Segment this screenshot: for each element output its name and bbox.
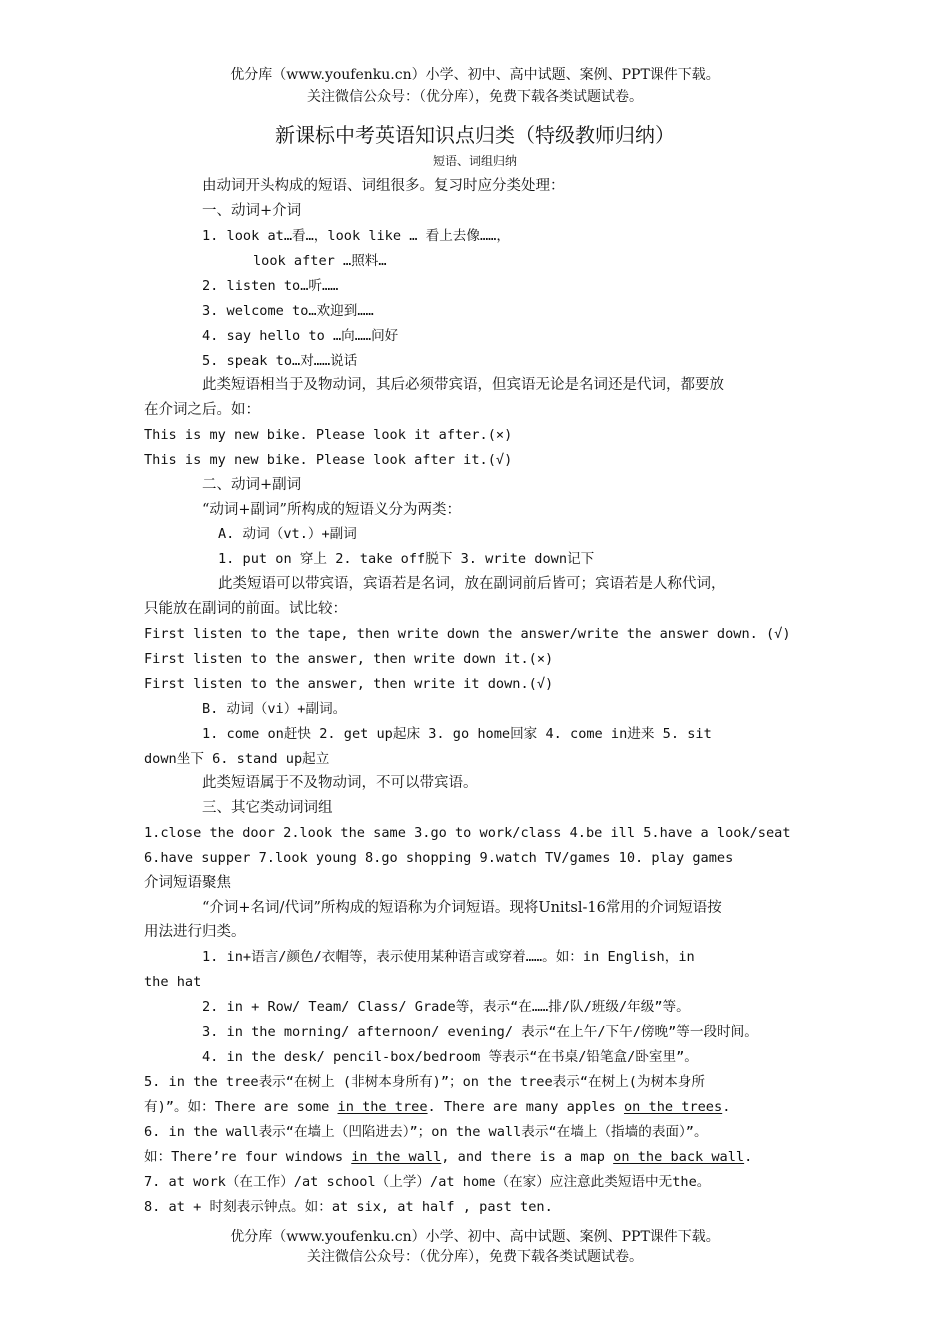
s2-subheading-b: B. 动词（vi）+副词。: [202, 701, 347, 717]
p6-underlined-in-the-wall: in the wall: [351, 1149, 442, 1165]
section-3-heading: 三、其它类动词词组: [202, 800, 333, 816]
s2-example-1: First listen to the tape, then write down the answer/write the answer down. (√): [144, 626, 791, 642]
prep-intro-line-2: 用法进行归类。: [144, 924, 246, 940]
p6-text-mid: , and there is a map: [441, 1149, 614, 1165]
s3-line-2: 6.have supper 7.look young 8.go shopping 9.watch TV/games 10. play games: [144, 850, 734, 866]
section-2-heading: 二、动词+副词: [202, 477, 302, 493]
s2-a-note-line-1: 此类短语可以带宾语，宾语若是名词，放在副词前后皆可；宾语若是人称代词，: [218, 576, 726, 592]
s2-b-items-line-1: 1. come on赶快 2. get up起床 3. go home回家 4. come in进来 5. sit: [202, 726, 712, 742]
s2-b-note: 此类短语属于不及物动词，不可以带宾语。: [202, 775, 478, 791]
s1-item-3: 3. welcome to…欢迎到……: [202, 303, 374, 319]
section-1-heading: 一、动词+介词: [202, 203, 302, 219]
prep-heading: 介词短语聚焦: [144, 875, 231, 891]
page-subtitle: 短语、词组归纳: [432, 154, 517, 168]
prep-item-1-line-1: 1. in+语言/颜色/衣帽等，表示使用某种语言或穿着……。如：in English，in: [202, 949, 695, 965]
s1-item-5: 5. speak to…对……说话: [202, 353, 358, 369]
prep-item-6-line-1: 6. in the wall表示“在墙上（凹陷进去）”；on the wall表示“在墙上（指墙的表面）”。: [144, 1124, 708, 1140]
s2-example-3: First listen to the answer, then write it down.(√): [144, 676, 554, 692]
header-line-2: 关注微信公众号：（优分库），免费下载各类试题试卷。: [307, 89, 643, 105]
s1-item-1b: look after …照料…: [253, 253, 387, 269]
p5-text-mid: . There are many apples: [427, 1099, 624, 1115]
s2-subheading-a: A. 动词（vt.）+副词: [218, 526, 357, 542]
s1-item-4: 4. say hello to …向……问好: [202, 328, 399, 344]
s3-line-1: 1.close the door 2.look the same 3.go to work/class 4.be ill 5.have a look/seat: [144, 825, 791, 841]
s2-a-note-line-2: 只能放在副词的前面。试比较：: [144, 601, 347, 617]
prep-item-1-line-2: the hat: [144, 974, 202, 990]
header-line-1: 优分库（www.youfenku.cn）小学、初中、高中试题、案例、PPT课件下载。: [230, 67, 720, 83]
s1-item-1: 1. look at…看…，look like … 看上去像……，: [202, 228, 510, 244]
p6-underlined-on-the-back-wall: on the back wall: [613, 1149, 745, 1165]
p5-underlined-in-the-tree: in the tree: [337, 1099, 428, 1115]
intro-paragraph: 由动词开头构成的短语、词组很多。复习时应分类处理：: [202, 178, 565, 194]
footer-line-1: 优分库（www.youfenku.cn）小学、初中、高中试题、案例、PPT课件下载。: [230, 1229, 720, 1245]
s2-b-items-line-2: down坐下 6. stand up起立: [144, 751, 330, 767]
p6-text-end: .: [744, 1149, 753, 1165]
prep-item-3: 3. in the morning/ afternoon/ evening/ 表示“在上午/下午/傍晚”等一段时间。: [202, 1024, 758, 1040]
s2-a-items: 1. put on 穿上 2. take off脱下 3. write down记下: [218, 551, 595, 567]
s1-item-2: 2. listen to…听……: [202, 278, 339, 294]
p5-underlined-on-the-trees: on the trees: [623, 1099, 723, 1115]
prep-item-5-line-2: [144, 1097, 730, 1117]
p5-text-pre: 有)”。如：There are some: [144, 1099, 338, 1115]
p5-text-end: .: [722, 1099, 731, 1115]
s1-note-line-1: 此类短语相当于及物动词，其后必须带宾语，但宾语无论是名词还是代词，都要放: [202, 377, 724, 393]
prep-item-4: 4. in the desk/ pencil-box/bedroom 等表示“在书桌/铅笔盒/卧室里”。: [202, 1049, 698, 1065]
prep-item-2: 2. in + Row/ Team/ Class/ Grade等，表示“在……排/队/班级/年级”等。: [202, 999, 690, 1015]
footer-line-2: 关注微信公众号：（优分库），免费下载各类试题试卷。: [307, 1249, 643, 1265]
prep-item-6-line-2: [144, 1147, 752, 1167]
page-title: 新课标中考英语知识点归类（特级教师归纳）: [275, 123, 675, 147]
prep-item-7: 7. at work（在工作）/at school（上学）/at home（在家）应注意此类短语中无the。: [144, 1174, 711, 1190]
s2-example-2: First listen to the answer, then write down it.(×): [144, 651, 554, 667]
prep-intro-line-1: “介词+名词/代词”所构成的短语称为介词短语。现将Unitsl-16常用的介词短语按: [202, 900, 722, 916]
s2-intro: “动词+副词”所构成的短语义分为两类：: [202, 502, 461, 518]
s1-note-line-2: 在介词之后。如：: [144, 402, 260, 418]
prep-item-8: 8. at + 时刻表示钟点。如：at six, at half , past ten.: [144, 1199, 553, 1215]
p6-text-pre: 如：There’re four windows: [144, 1149, 352, 1165]
s1-example-2: This is my new bike. Please look after it.(√): [144, 452, 513, 468]
prep-item-5-line-1: 5. in the tree表示“在树上 (非树本身所有)”；on the tree表示“在树上(为树本身所: [144, 1074, 705, 1090]
s1-example-1: This is my new bike. Please look it after.(×): [144, 427, 513, 443]
